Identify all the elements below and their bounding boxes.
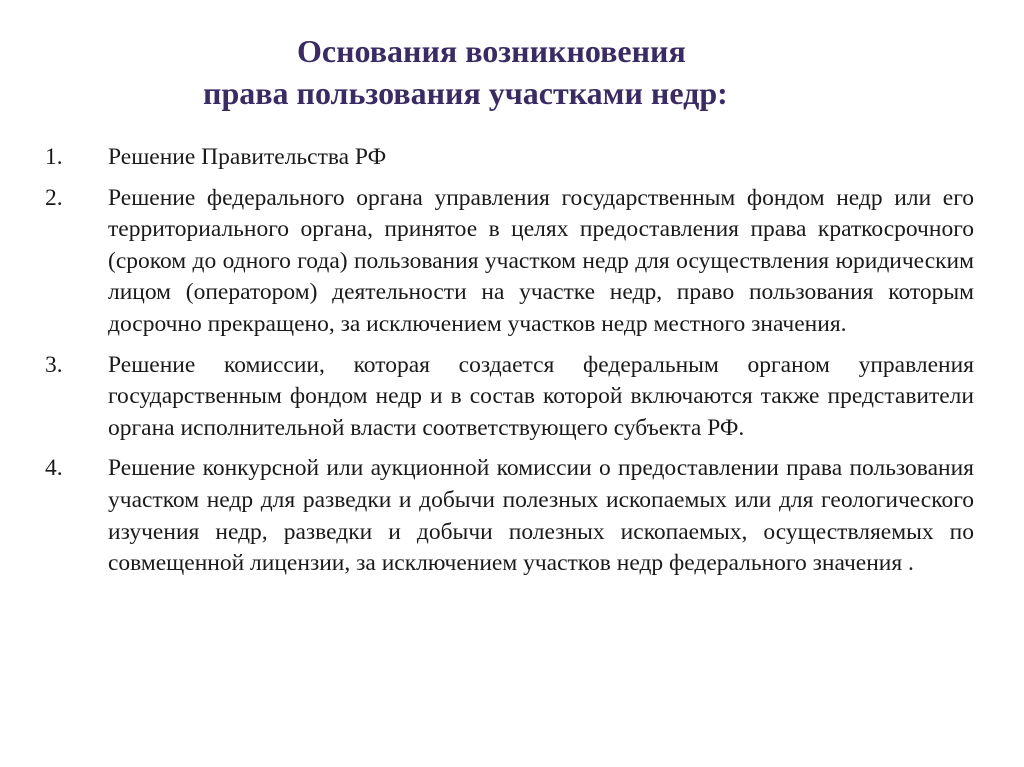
list-item-2 bbox=[0, 183, 1024, 341]
list-item-number: 4. bbox=[45, 455, 63, 482]
list-item-number: 2. bbox=[45, 184, 63, 211]
list-item-text: Решение Правительства РФ bbox=[108, 144, 387, 170]
list-item-number: 3. bbox=[45, 351, 63, 378]
list-item-text: Решение комиссии, которая создается федеральным органом управления государственным фондом недр и в состав которой включаются также представители органа исполнительной власти соответствующего субъекта РФ. bbox=[108, 351, 974, 441]
list-item-text: Решение конкурсной или аукционной комиссии о предоставлении права пользования участком недр для разведки и добычи полезных ископаемых или для геологического изучения недр, разведки и добычи полезных ископаемых, осуществляемых по совмещенной лицензии, за исключением участков недр федерального значения . bbox=[108, 455, 974, 577]
list-item-3 bbox=[0, 350, 1024, 445]
list-item-number: 1. bbox=[45, 144, 63, 170]
list-item-text: Решение федерального органа управления государственным фондом недр или его территориального органа, принятое в целях предоставления права краткосрочного (сроком до одного года) пользования участком недр для осуществления юридическим лицом (оператором) деятельности на участке недр, право пользования которым досрочно прекращено, за исключением участков недр местного значения. bbox=[108, 184, 974, 337]
slide-title-line-2: права пользования участками недр: bbox=[203, 75, 728, 111]
numbered-list bbox=[0, 142, 1024, 589]
list-item-1 bbox=[0, 142, 1024, 174]
slide-title-line-1: Основания возникновения bbox=[297, 33, 686, 69]
slide-title bbox=[0, 30, 1024, 114]
list-item-4 bbox=[0, 453, 1024, 579]
